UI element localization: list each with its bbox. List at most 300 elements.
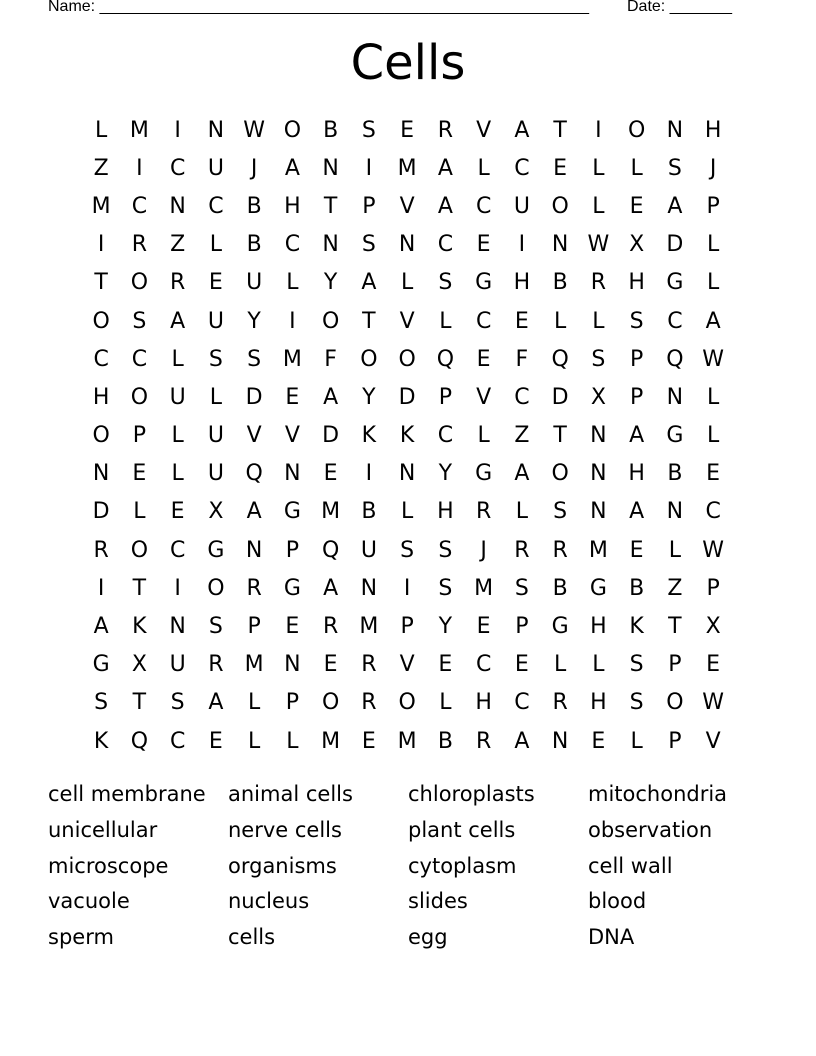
grid-letter: U (207, 155, 224, 181)
grid-letter: D (398, 384, 416, 410)
grid-letter: S (361, 232, 376, 258)
grid-letter: E (208, 270, 223, 296)
grid-letter: A (629, 499, 645, 525)
grid-letter: L (94, 117, 108, 143)
grid-letter: N (666, 499, 684, 525)
word-bank-item: cell membrane (48, 782, 206, 806)
word-bank-item: blood (588, 889, 647, 914)
grid-letter: S (514, 575, 529, 601)
grid-letter: L (439, 690, 452, 716)
grid-letter: L (477, 423, 490, 449)
grid-letter: C (131, 193, 148, 219)
grid-letter: O (398, 346, 416, 372)
grid-letter: D (551, 384, 569, 410)
grid-letter: L (515, 499, 528, 525)
word-bank-item: egg (408, 925, 448, 949)
grid-letter: U (169, 384, 186, 410)
grid-letter: C (284, 232, 301, 258)
grid-letter: B (323, 117, 339, 143)
word-bank-item: cell wall (588, 853, 673, 878)
grid-letter: A (170, 308, 186, 334)
grid-letter: O (130, 384, 149, 410)
grid-letter: E (438, 652, 453, 678)
grid-letter: L (247, 690, 261, 716)
grid-letter: S (94, 690, 109, 716)
grid-letter: I (365, 461, 373, 487)
word-bank-item: microscope (48, 853, 169, 878)
grid-letter: H (475, 690, 492, 716)
grid-letter: V (705, 728, 721, 754)
grid-letter: O (92, 308, 110, 334)
grid-letter: G (551, 614, 569, 640)
grid-letter: B (629, 575, 645, 601)
grid-letter: B (552, 270, 568, 296)
grid-letter: N (207, 117, 225, 143)
grid-letter: Z (170, 232, 186, 258)
grid-letter: T (323, 193, 338, 219)
grid-letter: R (322, 614, 339, 640)
grid-letter: R (475, 499, 492, 525)
grid-letter: T (132, 690, 147, 716)
grid-letter: N (551, 232, 569, 258)
grid-letter: C (475, 308, 492, 334)
grid-letter: E (285, 384, 300, 410)
grid-letter: O (130, 537, 149, 563)
grid-letter: R (552, 537, 568, 563)
grid-letter: P (668, 652, 682, 678)
grid-letter: A (437, 155, 453, 181)
grid-letter: C (475, 652, 492, 678)
grid-letter: H (704, 117, 722, 143)
grid-letter: U (207, 308, 224, 334)
grid-letter: D (666, 232, 684, 258)
grid-letter: R (552, 690, 568, 716)
grid-letter: Y (362, 384, 376, 410)
word-bank-item: cells (228, 925, 276, 949)
grid-letter: E (285, 614, 300, 640)
grid-letter: H (628, 461, 645, 487)
grid-letter: H (513, 270, 531, 296)
grid-letter: L (706, 232, 720, 258)
grid-letter: H (590, 690, 607, 716)
grid-letter: S (629, 652, 644, 678)
grid-letter: L (286, 270, 299, 296)
word-bank-item: animal cells (228, 782, 353, 806)
grid-letter: G (475, 461, 493, 487)
grid-letter: O (321, 690, 340, 716)
grid-letter: A (629, 423, 645, 449)
grid-letter: E (706, 652, 721, 678)
grid-letter: O (551, 193, 569, 219)
grid-letter: N (398, 461, 416, 487)
grid-letter: P (668, 728, 682, 754)
grid-letter: L (630, 155, 643, 181)
grid-letter: Y (438, 461, 453, 487)
grid-letter: L (592, 652, 605, 678)
grid-letter: C (437, 232, 454, 258)
grid-letter: T (362, 308, 376, 334)
grid-letter: V (399, 308, 415, 334)
grid-letter: L (553, 652, 567, 678)
grid-letter: A (284, 155, 300, 181)
grid-letter: C (208, 193, 224, 219)
grid-letter: L (171, 423, 184, 449)
grid-letter: U (513, 193, 530, 219)
grid-letter: L (286, 728, 299, 754)
grid-letter: L (706, 270, 720, 296)
grid-letter: Q (551, 346, 569, 372)
grid-letter: Q (245, 461, 263, 487)
grid-letter: B (361, 499, 377, 525)
word-bank-item: mitochondria (588, 782, 728, 806)
grid-letter: D (92, 499, 110, 525)
grid-letter: P (132, 423, 147, 449)
grid-letter: F (324, 346, 337, 372)
grid-letter: K (132, 614, 147, 640)
grid-letter: E (514, 308, 529, 334)
grid-letter: Q (130, 728, 149, 754)
grid-letter: M (321, 499, 341, 525)
grid-letter: W (587, 232, 610, 258)
grid-letter: P (515, 614, 529, 640)
grid-letter: R (169, 270, 186, 296)
grid-letter: O (92, 423, 110, 449)
grid-letter: U (360, 537, 377, 563)
grid-letter: P (362, 193, 376, 219)
grid-letter: O (321, 308, 340, 334)
grid-letter: I (518, 232, 526, 258)
grid-letter: C (437, 423, 454, 449)
grid-letter: R (475, 728, 492, 754)
grid-letter: B (246, 193, 262, 219)
grid-letter: M (397, 728, 417, 754)
grid-letter: S (400, 537, 415, 563)
grid-letter: W (702, 690, 724, 716)
grid-letter: P (629, 384, 644, 410)
grid-letter: D (322, 423, 340, 449)
grid-letter: S (591, 346, 606, 372)
grid-letter: W (702, 346, 724, 372)
grid-letter: R (131, 232, 148, 258)
grid-letter: E (476, 346, 491, 372)
grid-letter: D (245, 384, 263, 410)
grid-letter: C (667, 308, 683, 334)
grid-letter: E (476, 232, 491, 258)
grid-letter: Z (667, 575, 683, 601)
grid-letter: B (437, 728, 453, 754)
grid-letter: S (629, 690, 644, 716)
grid-letter: E (514, 652, 529, 678)
word-bank-item: plant cells (408, 817, 516, 842)
grid-letter: G (283, 575, 301, 601)
grid-letter: G (207, 537, 225, 563)
grid-letter: P (285, 537, 300, 563)
grid-letter: G (666, 270, 684, 296)
puzzle-title: Cells (350, 35, 466, 91)
grid-letter: N (284, 652, 301, 678)
grid-letter: E (476, 614, 491, 640)
grid-letter: Y (438, 614, 453, 640)
word-bank-item: nerve cells (228, 817, 342, 842)
grid-letter: C (514, 155, 530, 181)
grid-letter: H (284, 193, 301, 219)
grid-letter: L (668, 537, 681, 563)
grid-letter: I (136, 155, 143, 181)
grid-letter: T (553, 117, 567, 143)
grid-letter: G (589, 575, 607, 601)
grid-letter: L (133, 499, 146, 525)
grid-letter: H (92, 384, 110, 410)
word-bank (48, 777, 768, 956)
grid-letter: L (171, 461, 184, 487)
grid-letter: Q (321, 537, 340, 563)
grid-letter: G (666, 423, 684, 449)
letter-grid (82, 111, 732, 760)
grid-letter: S (247, 346, 262, 372)
grid-letter: A (437, 193, 453, 219)
grid-letter: E (170, 499, 185, 525)
grid-letter: E (208, 728, 223, 754)
grid-letter: S (629, 308, 644, 334)
grid-letter: Z (514, 423, 530, 449)
grid-letter: A (705, 308, 721, 334)
grid-letter: G (475, 270, 493, 296)
grid-letter: S (208, 614, 223, 640)
grid-letter: V (284, 423, 300, 449)
grid-letter: N (284, 461, 301, 487)
grid-letter: C (131, 346, 148, 372)
grid-letter: S (438, 270, 453, 296)
grid-letter: P (400, 614, 414, 640)
grid-letter: R (437, 117, 454, 143)
date-field-line: Date: _______ (627, 0, 732, 15)
grid-letter: L (706, 423, 720, 449)
grid-letter: T (553, 423, 567, 449)
grid-letter: M (321, 728, 341, 754)
grid-letter: X (590, 384, 606, 410)
grid-letter: V (399, 193, 415, 219)
grid-letter: N (322, 232, 339, 258)
grid-letter: S (438, 537, 453, 563)
grid-letter: Y (247, 308, 261, 334)
word-bank-item: unicellular (48, 817, 158, 842)
grid-letter: R (361, 690, 377, 716)
grid-letter: I (174, 117, 181, 143)
grid-letter: N (551, 728, 569, 754)
grid-letter: O (398, 690, 416, 716)
grid-letter: K (629, 614, 644, 640)
grid-letter: Q (666, 346, 684, 372)
grid-letter: A (93, 614, 109, 640)
grid-letter: M (474, 575, 494, 601)
grid-letter: W (702, 537, 724, 563)
grid-letter: N (590, 499, 607, 525)
word-bank-item: sperm (48, 925, 114, 949)
grid-letter: J (480, 537, 487, 563)
grid-letter: A (361, 270, 377, 296)
grid-letter: E (706, 461, 721, 487)
grid-letter: L (209, 384, 222, 410)
grid-letter: M (588, 537, 608, 563)
grid-letter: M (129, 117, 149, 143)
grid-letter: J (709, 155, 717, 181)
grid-letter: C (514, 690, 530, 716)
grid-letter: C (169, 728, 186, 754)
grid-letter: W (243, 117, 265, 143)
grid-letter: E (132, 461, 147, 487)
grid-letter: L (209, 232, 222, 258)
grid-letter: I (174, 575, 181, 601)
grid-letter: L (477, 155, 490, 181)
grid-letter: U (207, 423, 224, 449)
grid-letter: V (399, 652, 415, 678)
grid-letter: N (398, 232, 416, 258)
grid-letter: K (93, 728, 109, 754)
grid-letter: E (323, 461, 338, 487)
grid-letter: B (246, 232, 262, 258)
grid-letter: P (706, 575, 720, 601)
grid-letter: A (323, 575, 339, 601)
name-field-line: Name: _______________________________________________________ (48, 0, 589, 15)
grid-letter: P (285, 690, 300, 716)
grid-letter: H (590, 614, 607, 640)
grid-letter: A (514, 461, 530, 487)
grid-letter: L (592, 193, 605, 219)
grid-letter: T (132, 575, 147, 601)
grid-letter: Q (436, 346, 455, 372)
grid-letter: A (323, 384, 339, 410)
grid-letter: R (514, 537, 530, 563)
grid-letter: P (247, 614, 261, 640)
grid-letter: L (247, 728, 261, 754)
grid-letter: I (365, 155, 373, 181)
grid-letter: L (592, 155, 605, 181)
grid-letter: M (91, 193, 111, 219)
grid-letter: A (667, 193, 683, 219)
word-bank-item: cytoplasm (408, 853, 517, 878)
grid-letter: X (131, 652, 147, 678)
grid-letter: I (97, 575, 105, 601)
grid-letter: S (132, 308, 147, 334)
grid-letter: N (666, 384, 684, 410)
grid-letter: C (514, 384, 530, 410)
grid-letter: E (553, 155, 568, 181)
grid-letter: C (475, 193, 492, 219)
grid-letter: R (208, 652, 224, 678)
grid-letter: A (514, 728, 530, 754)
grid-letter: N (590, 423, 607, 449)
grid-letter: S (667, 155, 682, 181)
grid-letter: L (630, 728, 643, 754)
grid-letter: U (207, 461, 224, 487)
grid-letter: X (705, 614, 721, 640)
grid-letter: M (244, 652, 264, 678)
grid-letter: T (94, 270, 108, 296)
grid-letter: L (400, 270, 414, 296)
grid-letter: M (359, 614, 379, 640)
grid-letter: S (361, 117, 376, 143)
grid-letter: C (169, 155, 186, 181)
grid-letter: U (246, 270, 263, 296)
grid-letter: B (552, 575, 568, 601)
grid-letter: M (282, 346, 302, 372)
grid-letter: B (667, 461, 683, 487)
grid-letter: U (169, 652, 186, 678)
grid-letter: O (283, 117, 302, 143)
grid-letter: V (246, 423, 262, 449)
word-bank-item: DNA (588, 925, 635, 949)
grid-letter: O (130, 270, 149, 296)
grid-letter: L (553, 308, 567, 334)
grid-letter: I (595, 117, 602, 143)
grid-letter: P (438, 384, 453, 410)
grid-letter: O (627, 117, 646, 143)
grid-letter: V (476, 117, 492, 143)
grid-letter: P (706, 193, 720, 219)
grid-letter: I (97, 232, 105, 258)
grid-letter: N (169, 614, 186, 640)
grid-letter: E (323, 652, 338, 678)
grid-letter: L (400, 499, 414, 525)
grid-letter: F (515, 346, 529, 372)
grid-letter: R (590, 270, 607, 296)
grid-letter: R (361, 652, 377, 678)
grid-letter: O (551, 461, 569, 487)
grid-letter: N (666, 117, 684, 143)
grid-letter: N (92, 461, 110, 487)
grid-letter: H (628, 270, 645, 296)
word-bank-item: slides (408, 889, 468, 914)
grid-letter: R (93, 537, 109, 563)
grid-letter: J (250, 155, 258, 181)
grid-letter: K (361, 423, 377, 449)
grid-letter: E (629, 537, 644, 563)
grid-letter: L (592, 308, 605, 334)
word-bank-item: chloroplasts (408, 782, 535, 806)
grid-letter: O (360, 346, 378, 372)
grid-letter: T (668, 614, 682, 640)
grid-letter: C (93, 346, 109, 372)
grid-letter: C (705, 499, 721, 525)
grid-letter: L (706, 384, 720, 410)
word-bank-item: vacuole (48, 889, 130, 914)
grid-letter: L (439, 308, 452, 334)
grid-letter: I (403, 575, 411, 601)
grid-letter: Y (323, 270, 338, 296)
grid-letter: A (208, 690, 224, 716)
grid-letter: N (360, 575, 378, 601)
grid-letter: E (361, 728, 376, 754)
grid-letter: A (514, 117, 530, 143)
grid-letter: R (246, 575, 262, 601)
grid-letter: S (553, 499, 568, 525)
grid-letter: N (322, 155, 339, 181)
grid-letter: M (397, 155, 417, 181)
grid-letter: O (666, 690, 684, 716)
grid-letter: N (590, 461, 607, 487)
word-bank-item: nucleus (228, 889, 310, 914)
grid-letter: S (208, 346, 223, 372)
grid-letter: C (169, 537, 186, 563)
grid-letter: Z (93, 155, 109, 181)
grid-letter: O (207, 575, 225, 601)
grid-letter: H (437, 499, 454, 525)
grid-letter: K (399, 423, 415, 449)
grid-letter: N (245, 537, 263, 563)
grid-letter: S (170, 690, 185, 716)
grid-letter: X (629, 232, 645, 258)
word-bank-item: organisms (228, 853, 337, 878)
